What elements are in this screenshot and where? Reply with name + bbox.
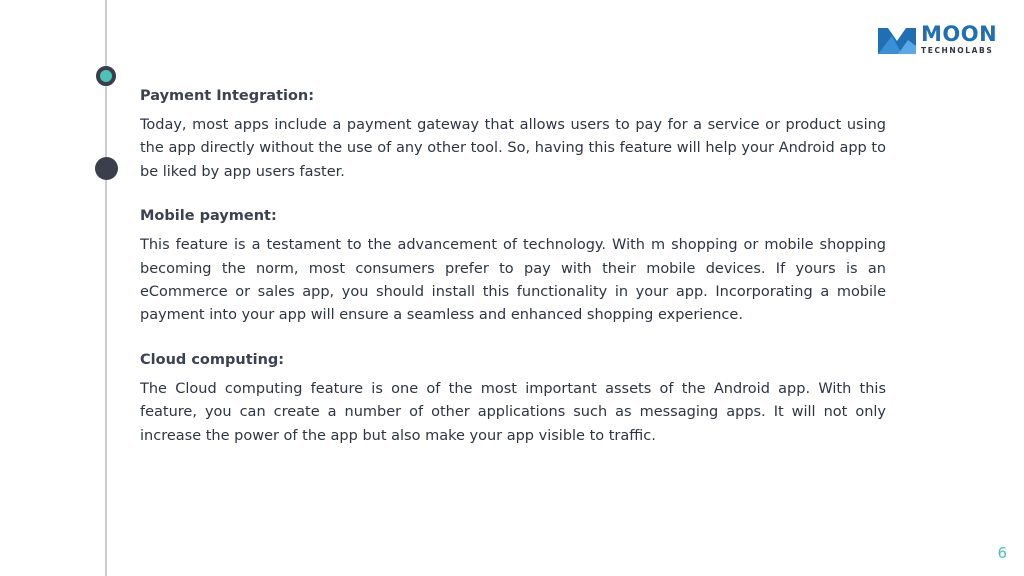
timeline-line [105,0,107,576]
page-number: 6 [997,544,1007,562]
section-payment-integration [140,86,886,184]
timeline-dot-inactive [95,157,118,180]
section-body: This feature is a testament to the advancement of technology. With m shopping or mobile shopping becoming the norm, most consumers prefer to pay with their mobile devices. If yours is an eCommerce or sales app, you should install this functionality in your app. Incorporating a mobile payment into your app will ensure a seamless and enhanced shopping experience. [140,237,886,324]
moon-logo-icon [878,24,916,54]
section-cloud-computing [140,350,886,448]
section-body: Today, most apps include a payment gateway that allows users to pay for a service or product using the app directly without the use of any other tool. So, having this feature will help your Android app to be liked by app users faster. [140,117,886,180]
section-body: The Cloud computing feature is one of the most important assets of the Android app. With this feature, you can create a number of other applications such as messaging apps. It will not only increase the power of the app but also make your app visible to traffic. [140,380,886,444]
brand-tagline: TECHNOLABS [921,45,994,55]
section-mobile-payment [140,206,886,328]
brand-logo [878,22,997,56]
main-content [140,86,886,470]
section-title: Mobile payment: [140,208,277,225]
section-title: Payment Integration: [140,88,315,104]
timeline-dot-active [96,66,116,86]
brand-name: MOON [921,21,998,46]
section-title: Cloud computing: [140,351,285,368]
